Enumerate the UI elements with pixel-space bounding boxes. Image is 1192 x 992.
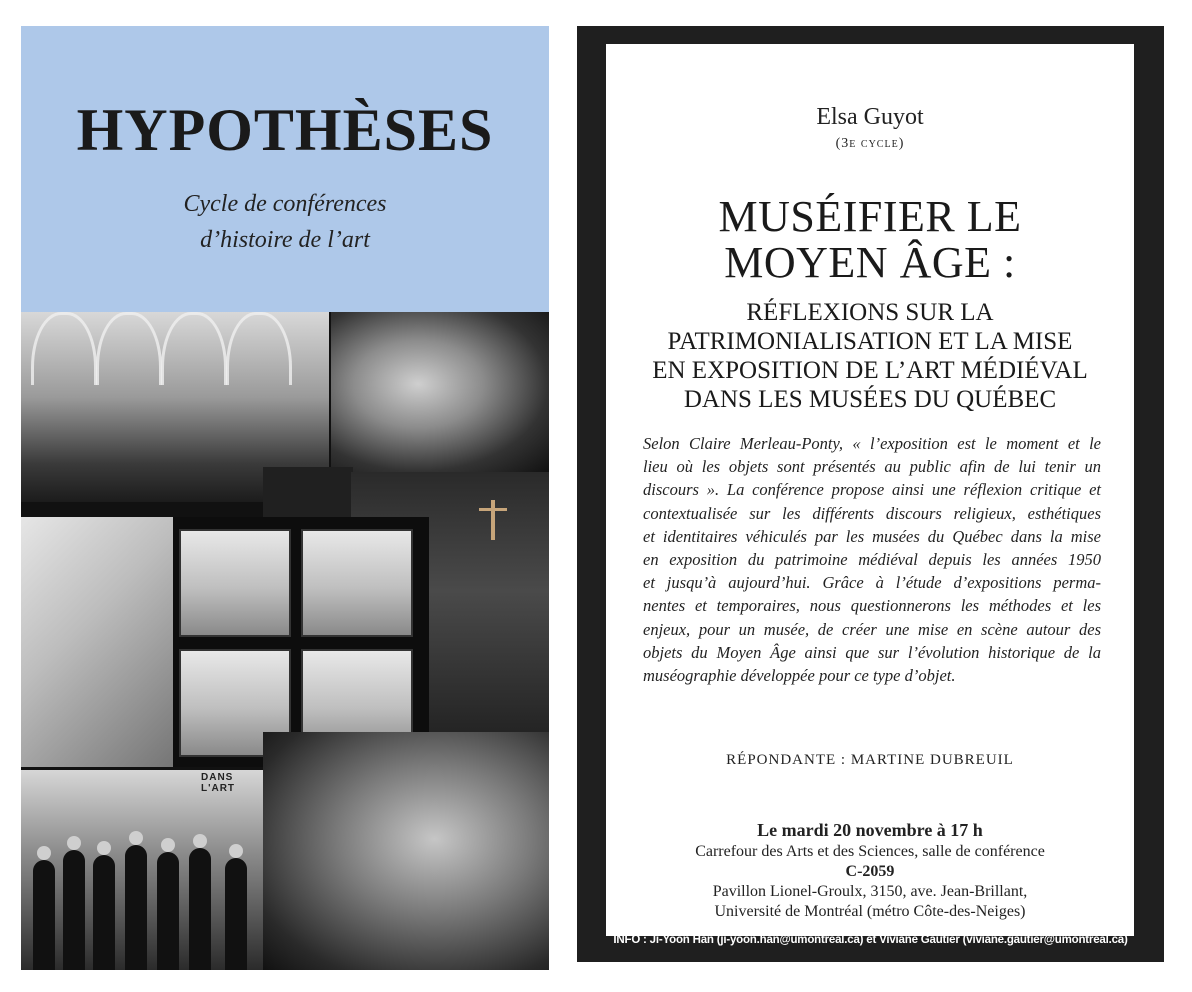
location-line: Université de Montréal (métro Côte-des-Neiges) — [714, 903, 1026, 920]
series-title: HYPOTHÈSES — [76, 97, 494, 163]
series-subtitle-line: d’histoire de l’art — [200, 227, 370, 253]
lecture-abstract — [643, 432, 1101, 687]
abstract-line: enjeux, pour un musée, de créer une mise en scène autour des — [643, 619, 1101, 639]
lecture-subtitle-line: EN EXPOSITION DE L’ART MÉDIÉVAL — [652, 357, 1088, 384]
series-subtitle-line: Cycle de conférences — [183, 191, 387, 217]
poster-right-panel — [577, 26, 1164, 962]
lecture-card — [606, 44, 1134, 936]
series-header — [21, 26, 549, 312]
event-date: Le mardi 20 novembre à 17 h — [757, 820, 983, 840]
speaker-name: Elsa Guyot — [816, 104, 924, 130]
abstract-line: discours ». La conférence propose ainsi une réflexion critique et — [643, 480, 1101, 500]
abstract-line: nentes et temporaires, nous questionnerons les méthodes et les — [643, 596, 1101, 616]
location-line: Pavillon Lionel-Groulx, 3150, ave. Jean-Brillant, — [712, 883, 1028, 900]
respondent: RÉPONDANTE : MARTINE DUBREUIL — [726, 752, 1014, 768]
abstract-line: et jusqu’à aujourd’hui. Grâce à l’étude d’expositions perma- — [643, 573, 1101, 593]
lecture-title-line: MOYEN ÂGE : — [724, 238, 1016, 287]
abstract-line: Selon Claire Merleau-Ponty, « l’exposition est le moment et le — [643, 434, 1101, 453]
abstract-line: et identitaires véhiculés par les musées du Québec dans la mise — [643, 526, 1101, 546]
lecture-subtitle — [606, 298, 1134, 414]
abstract-line: objets du Moyen Âge ainsi que sur l’évolution historique de la — [643, 642, 1101, 662]
location-room: C-2059 — [845, 863, 895, 880]
lecture-title-line: MUSÉIFIER LE — [718, 192, 1022, 241]
series-subtitle — [21, 186, 549, 258]
contact-info: INFO : Ji-Yoon Han (ji-yoon.han@umontreal.ca) et Viviane Gautier (viviane.gautier@umontreal.ca) — [613, 934, 1128, 946]
photo-collage — [21, 312, 549, 970]
historic-group-photo — [21, 770, 263, 970]
abstract-line: lieu où les objets sont présentés au public afin de lui tenir un — [643, 457, 1101, 477]
poster-left-panel — [21, 26, 549, 970]
crucifix-icon — [491, 500, 495, 540]
abstract-line: en exposition du patrimoine médiéval depuis les années 1950 — [643, 550, 1101, 570]
madonna-statue-photo — [331, 312, 549, 472]
location-venue: Carrefour des Arts et des Sciences, salle de conférence — [695, 843, 1045, 860]
lecture-title — [606, 194, 1134, 286]
stone-sculpture-photo — [263, 732, 549, 970]
collage-sign-text: DANS L'ART — [201, 772, 236, 794]
event-location — [606, 842, 1134, 922]
contact-sheet-photo — [173, 517, 429, 767]
lecture-subtitle-line: DANS LES MUSÉES DU QUÉBEC — [683, 386, 1057, 413]
lecture-subtitle-line: PATRIMONIALISATION ET LA MISE — [667, 328, 1073, 355]
speaker-level: (3e cycle) — [835, 136, 905, 151]
lecture-subtitle-line: RÉFLEXIONS SUR LA — [746, 299, 994, 326]
crucifix-in-hand-photo — [21, 517, 191, 767]
abstract-line: muséographie développée pour ce type d’objet. — [643, 666, 956, 686]
location-line — [606, 842, 1134, 882]
abstract-line: contextualisée sur les différents discours religieux, esthétiques — [643, 503, 1101, 523]
